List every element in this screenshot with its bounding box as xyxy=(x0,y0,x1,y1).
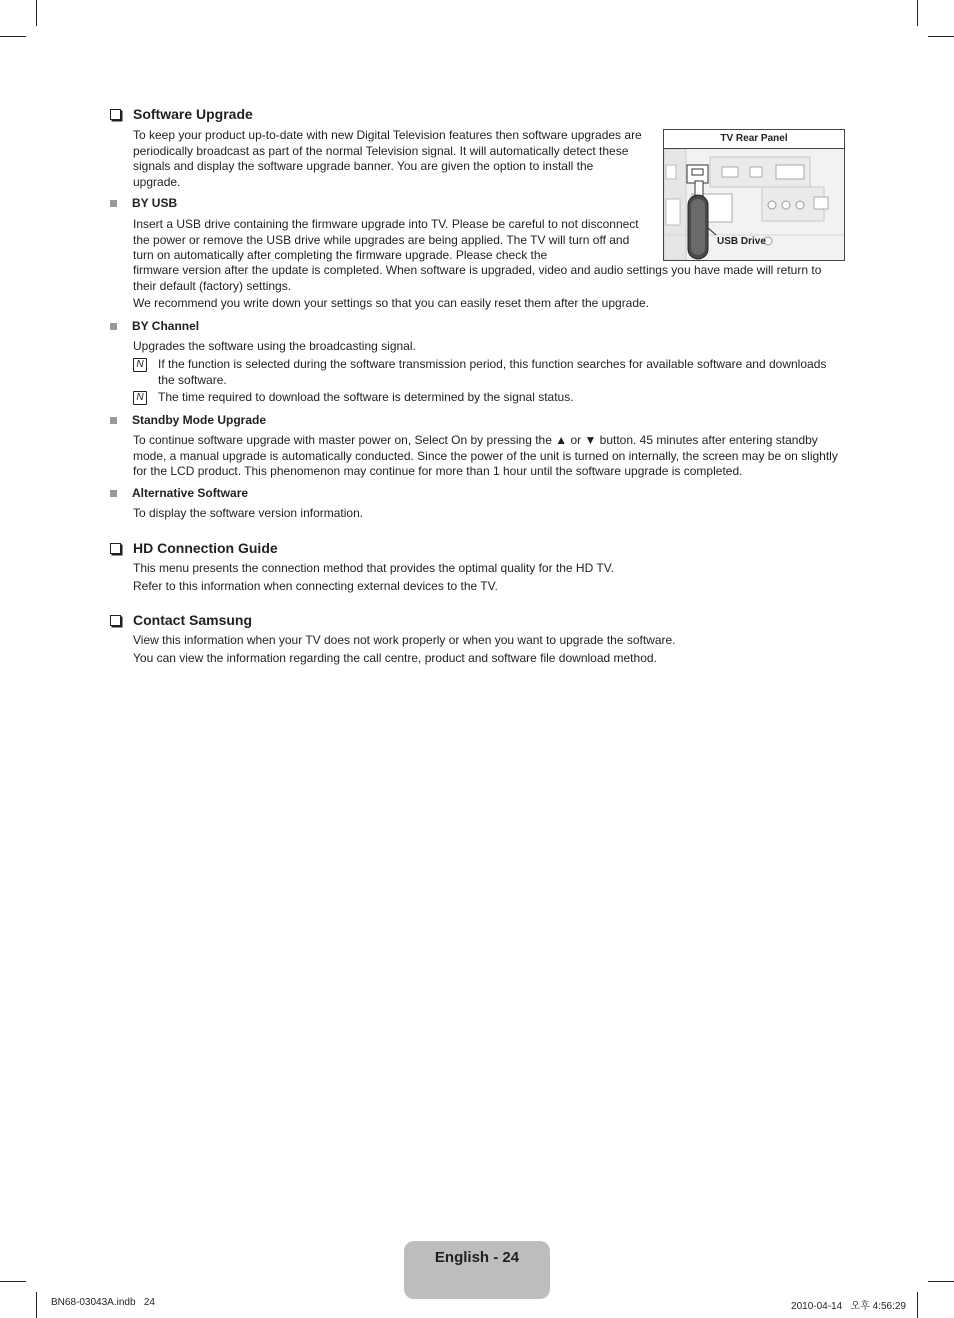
crop-mark xyxy=(36,1292,37,1318)
square-bullet-icon xyxy=(110,200,117,207)
standby-text: To continue software upgrade with master power on, Select On by pressing the ▲ or ▼ button. 45 minutes after entering standby mode, a manual upgrade is automatically conducted. Since the power of the unit is turned on internally, the screen may be on slightly for the LCD product. This phenomenon may continue for more than 1 hour until the software upgrade is completed. xyxy=(133,433,838,478)
subsection-title-alternative: Alternative Software xyxy=(110,486,248,500)
note-icon: N xyxy=(133,358,147,372)
by-usb-text-1: Insert a USB drive containing the firmware upgrade into TV. Please be careful to not disconnect the power or remove the USB drive while upgrades are being applied. The TV will turn off and turn on automatically after completing the firmware upgrade. Please check the xyxy=(133,217,639,262)
section-title-software-upgrade: Software Upgrade xyxy=(110,106,253,122)
tv-rear-panel-figure xyxy=(663,129,845,261)
checkbox-icon xyxy=(110,615,121,626)
subsection-title-by-channel: BY Channel xyxy=(110,319,199,333)
checkbox-icon xyxy=(110,543,121,554)
crop-mark xyxy=(0,36,26,37)
crop-mark xyxy=(928,36,954,37)
hd-guide-text-2: Refer to this information when connecting external devices to the TV. xyxy=(133,579,498,593)
crop-mark xyxy=(36,0,37,26)
note-icon: N xyxy=(133,391,147,405)
usb-drive-label: USB Drive xyxy=(717,236,766,247)
square-bullet-icon xyxy=(110,417,117,424)
software-upgrade-intro: To keep your product up-to-date with new Digital Television features then software upgrades are periodically broadcast as part of the normal Television signal. It will automatically detect these signals and display the software upgrade banner. You are given the option to install the upgrade. xyxy=(133,128,642,189)
crop-mark xyxy=(928,1281,954,1282)
hd-guide-text-1: This menu presents the connection method that provides the optimal quality for the HD TV. xyxy=(133,561,614,575)
note-item: N The time required to download the software is determined by the signal status. xyxy=(133,390,845,406)
contact-text-1: View this information when your TV does not work properly or when you want to upgrade the software. xyxy=(133,633,676,647)
crop-mark xyxy=(917,0,918,26)
contact-text-2: You can view the information regarding the call centre, product and software file download method. xyxy=(133,651,657,665)
file-name: BN68-03043A.indb 24 xyxy=(51,1297,155,1308)
section-title-contact: Contact Samsung xyxy=(110,612,252,628)
crop-mark xyxy=(0,1281,26,1282)
by-usb-text-2: firmware version after the update is completed. When software is upgraded, video and audio settings you have made will return to their default (factory) settings. xyxy=(133,263,822,293)
checkbox-icon xyxy=(110,109,121,120)
crop-mark xyxy=(917,1292,918,1318)
by-usb-text-3: We recommend you write down your settings so that you can easily reset them after the upgrade. xyxy=(133,296,650,310)
by-channel-text: Upgrades the software using the broadcasting signal. xyxy=(133,339,416,353)
square-bullet-icon xyxy=(110,490,117,497)
section-title-hd-guide: HD Connection Guide xyxy=(110,540,278,556)
subsection-title-standby: Standby Mode Upgrade xyxy=(110,413,266,427)
print-timestamp: 2010-04-14 오후 4:56:29 xyxy=(791,1301,906,1312)
figure-title: TV Rear Panel xyxy=(664,130,844,149)
square-bullet-icon xyxy=(110,323,117,330)
alternative-text: To display the software version information. xyxy=(133,506,364,520)
page-number: English - 24 xyxy=(434,1249,520,1266)
note-item: N If the function is selected during the software transmission period, this function searches for available software and downloads the software. xyxy=(133,357,845,388)
subsection-title-by-usb: BY USB xyxy=(110,196,177,210)
